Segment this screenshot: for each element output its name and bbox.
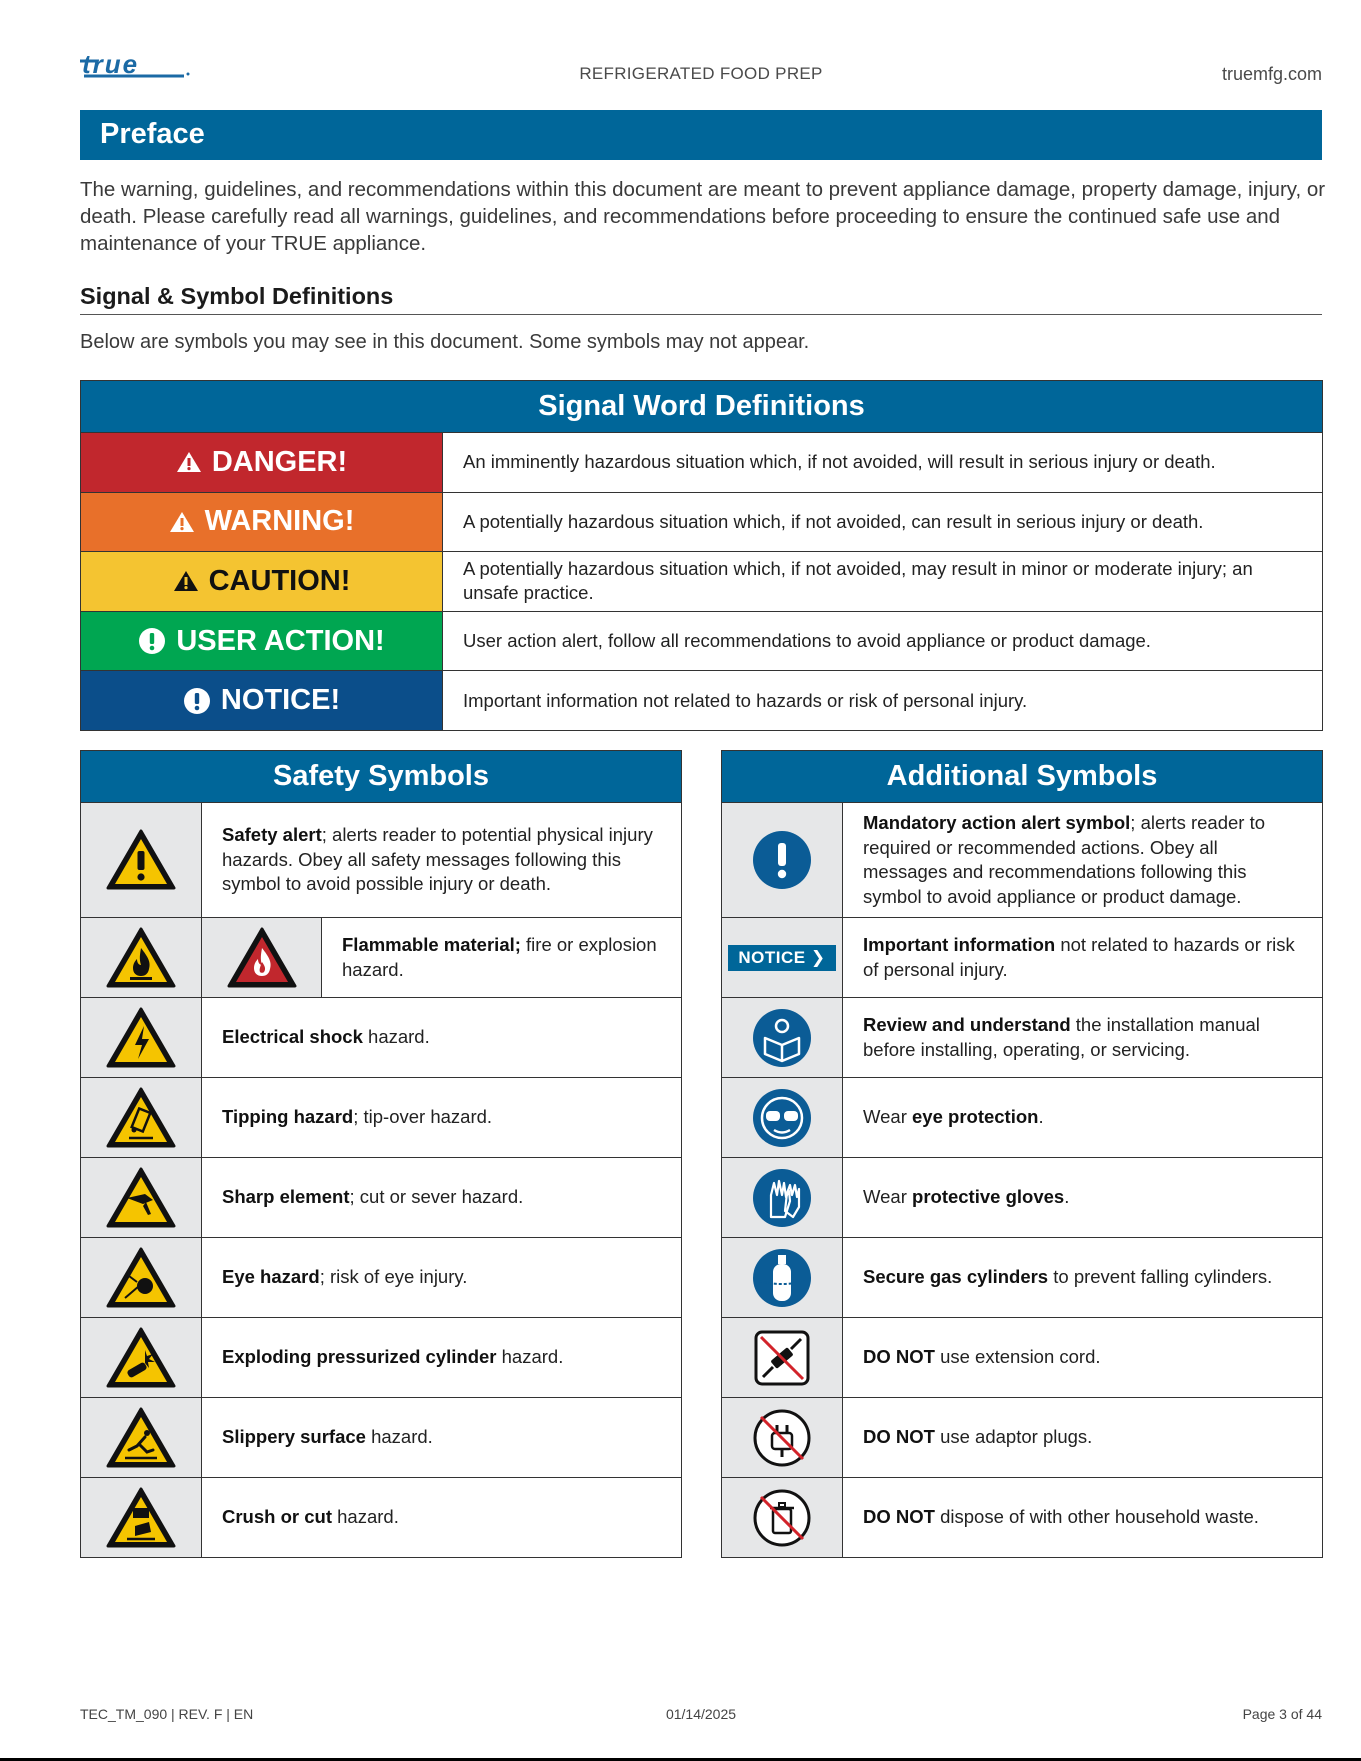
symbol-row — [81, 997, 681, 1077]
signal-word-row — [81, 492, 1322, 552]
icon-cell — [722, 803, 842, 917]
symbol-description — [842, 918, 1322, 997]
description-bold: DO NOT — [863, 1346, 935, 1368]
description-text: ; alerts reader to potential physical injury hazards. Obey all safety messages following this symbol to avoid possible injury or death. — [222, 824, 653, 895]
exclamation-circle-icon — [183, 687, 211, 715]
additional-symbols-table — [721, 750, 1323, 1558]
signal-word-label — [81, 493, 442, 552]
symbol-row — [722, 1317, 1322, 1397]
icon-cell — [722, 1158, 842, 1237]
exclamation-circle-icon — [138, 627, 166, 655]
safety-symbols-table — [80, 750, 682, 1558]
no-extension-cord-icon — [751, 1327, 813, 1389]
symbol-description — [842, 1078, 1322, 1157]
description-text: . — [1038, 1106, 1044, 1128]
description-text: the installation manual before installing, operating, or servicing. — [863, 1014, 1260, 1060]
description-text: hazard. — [331, 1506, 399, 1528]
document-id: TEC_TM_090 | REV. F | EN — [80, 1706, 254, 1722]
symbol-row — [722, 802, 1322, 917]
description-bold: DO NOT — [863, 1506, 935, 1528]
signal-word-row — [81, 551, 1322, 611]
icon-cell — [722, 1478, 842, 1557]
crush-cut-icon — [105, 1486, 177, 1550]
page-number: Page 3 of 44 — [1242, 1706, 1322, 1722]
signal-word-description: User action alert, follow all recommendations to avoid appliance or product damage. — [442, 612, 1322, 671]
description-text: hazard. — [362, 1026, 430, 1048]
symbol-description — [842, 1478, 1322, 1557]
definitions-heading: Signal & Symbol Definitions — [80, 283, 1322, 315]
symbol-row — [722, 1397, 1322, 1477]
description-bold: Crush or cut — [222, 1506, 332, 1528]
description-bold: Sharp element — [222, 1186, 350, 1208]
signal-word-description: Important information not related to hazards or risk of personal injury. — [442, 671, 1322, 730]
signal-word-row — [81, 670, 1322, 730]
signal-word-text: WARNING! — [204, 505, 355, 538]
document-title: REFRIGERATED FOOD PREP — [579, 64, 823, 83]
eye-hazard-icon — [105, 1246, 177, 1310]
symbol-description — [842, 1238, 1322, 1317]
signal-word-label — [81, 552, 442, 611]
description-bold: Safety alert — [222, 824, 322, 846]
additional-symbols-heading: Additional Symbols — [722, 751, 1322, 802]
icon-cell — [81, 1398, 201, 1477]
symbol-description — [201, 1078, 681, 1157]
description-bold: Mandatory action alert symbol — [863, 812, 1131, 833]
tipping-hazard-icon — [105, 1086, 177, 1150]
icon-cell — [81, 1158, 201, 1237]
description-bold: Secure gas cylinders — [863, 1266, 1049, 1288]
icon-cell — [722, 1318, 842, 1397]
signal-word-text: USER ACTION! — [176, 624, 385, 657]
description-bold: Slippery surface — [222, 1426, 366, 1448]
preface-heading: Preface — [80, 110, 1322, 160]
symbol-row — [81, 1397, 681, 1477]
symbol-row — [81, 1077, 681, 1157]
symbol-description — [842, 1158, 1322, 1237]
symbol-description — [201, 1478, 681, 1557]
symbol-row — [722, 1077, 1322, 1157]
symbol-description — [321, 918, 681, 997]
description-text: fire or explosion hazard. — [342, 934, 657, 980]
symbol-row — [722, 1237, 1322, 1317]
symbol-description — [201, 803, 681, 917]
warning-triangle-icon — [169, 510, 195, 534]
no-household-waste-icon — [751, 1487, 813, 1549]
icon-cell — [81, 1318, 201, 1397]
symbol-row — [81, 1157, 681, 1237]
description-text: hazard. — [496, 1346, 564, 1368]
no-adaptor-plug-icon — [751, 1407, 813, 1469]
icon-cell — [722, 1078, 842, 1157]
symbol-row — [81, 1317, 681, 1397]
description-text: not related to hazards or risk of personal injury. — [863, 934, 1295, 980]
icon-cell — [81, 1078, 201, 1157]
description-bold: Review and understand — [863, 1014, 1071, 1035]
symbol-description — [842, 803, 1322, 917]
symbol-description — [842, 998, 1322, 1077]
warning-triangle-icon — [176, 450, 202, 474]
preface-intro: The warning, guidelines, and recommendations within this document are meant to prevent appliance damage, property damage, injury, or death. Please carefully read all warnings, guidelines, and recommendations before proceeding to ensure the continued safe use and maintenance of your TRUE appliance. — [80, 178, 1326, 255]
icon-cell — [81, 1238, 201, 1317]
definitions-subtitle: Below are symbols you may see in this document. Some symbols may not appear. — [80, 331, 810, 353]
symbol-row — [81, 1477, 681, 1557]
signal-word-label — [81, 671, 442, 730]
description-text: ; tip-over hazard. — [353, 1106, 493, 1128]
description-text: to prevent falling cylinders. — [1048, 1266, 1273, 1288]
protective-gloves-icon — [751, 1167, 813, 1229]
signal-word-row — [81, 611, 1322, 671]
description-text: ; risk of eye injury. — [319, 1266, 468, 1288]
icon-cell — [201, 918, 321, 997]
signal-word-table — [80, 380, 1323, 731]
eye-protection-icon — [751, 1087, 813, 1149]
signal-word-text: DANGER! — [211, 445, 348, 478]
description-bold: Flammable material; — [342, 934, 521, 955]
read-manual-icon — [751, 1007, 813, 1069]
signal-word-label — [81, 433, 442, 492]
document-date: 01/14/2025 — [665, 1706, 737, 1722]
page-header — [80, 52, 1322, 92]
signal-word-description: A potentially hazardous situation which, if not avoided, can result in serious injury or death. — [442, 493, 1322, 552]
symbol-row — [81, 802, 681, 917]
symbol-row — [722, 1477, 1322, 1557]
signal-word-description: An imminently hazardous situation which, if not avoided, will result in serious injury or death. — [442, 433, 1322, 492]
symbol-description — [201, 998, 681, 1077]
description-bold: Tipping hazard — [222, 1106, 354, 1128]
icon-cell — [722, 1238, 842, 1317]
description-bold: protective gloves — [912, 1186, 1065, 1208]
signal-word-text: NOTICE! — [220, 684, 341, 717]
notice-badge-icon: NOTICE ❯ — [728, 945, 835, 971]
description-bold: eye protection — [912, 1106, 1039, 1128]
icon-cell — [81, 1478, 201, 1557]
exploding-cylinder-icon — [105, 1326, 177, 1390]
symbol-description — [842, 1318, 1322, 1397]
safety-symbols-heading: Safety Symbols — [81, 751, 681, 802]
flammable-red-icon — [226, 926, 298, 990]
signal-word-label — [81, 612, 442, 671]
icon-cell — [722, 918, 842, 997]
safety-alert-icon — [105, 828, 177, 892]
symbol-row — [722, 1157, 1322, 1237]
signal-word-description: A potentially hazardous situation which, if not avoided, may result in minor or moderate injury; an unsafe practice. — [442, 552, 1322, 611]
description-bold: Eye hazard — [222, 1266, 320, 1288]
description-prefix: Wear — [863, 1106, 913, 1128]
svg-text:true: true — [82, 54, 140, 78]
gas-cylinder-icon — [751, 1247, 813, 1309]
symbol-row — [722, 917, 1322, 997]
description-text: hazard. — [365, 1426, 433, 1448]
description-text: . — [1064, 1186, 1070, 1208]
symbol-row — [81, 917, 681, 997]
description-bold: DO NOT — [863, 1426, 935, 1448]
description-text: use extension cord. — [934, 1346, 1101, 1368]
description-bold: Important information — [863, 934, 1056, 955]
description-text: ; alerts reader to required or recommended actions. Obey all messages and recommendations following this symbol to avoid appliance or product damage. — [863, 812, 1265, 907]
symbol-description — [201, 1398, 681, 1477]
description-bold: Exploding pressurized cylinder — [222, 1346, 497, 1368]
symbol-row — [722, 997, 1322, 1077]
electrical-shock-icon — [105, 1006, 177, 1070]
signal-word-text: CAUTION! — [208, 564, 351, 597]
signal-word-heading: Signal Word Definitions — [81, 381, 1322, 432]
symbol-description — [201, 1158, 681, 1237]
icon-cell — [722, 998, 842, 1077]
flammable-icon — [105, 926, 177, 990]
description-text: use adaptor plugs. — [934, 1426, 1093, 1448]
symbol-row — [81, 1237, 681, 1317]
description-prefix: Wear — [863, 1186, 913, 1208]
warning-triangle-icon — [173, 569, 199, 593]
symbol-description — [201, 1238, 681, 1317]
slippery-surface-icon — [105, 1406, 177, 1470]
icon-cell — [81, 998, 201, 1077]
website-link[interactable]: truemfg.com — [1221, 64, 1322, 84]
description-text: ; cut or sever hazard. — [349, 1186, 524, 1208]
signal-word-row — [81, 432, 1322, 492]
icon-cell — [81, 803, 201, 917]
description-bold: Electrical shock — [222, 1026, 363, 1048]
description-text: dispose of with other household waste. — [934, 1506, 1259, 1528]
icon-cell — [81, 918, 201, 997]
symbol-description — [842, 1398, 1322, 1477]
sharp-element-icon — [105, 1166, 177, 1230]
mandatory-action-icon — [751, 829, 813, 891]
symbol-description — [201, 1318, 681, 1397]
icon-cell — [722, 1398, 842, 1477]
